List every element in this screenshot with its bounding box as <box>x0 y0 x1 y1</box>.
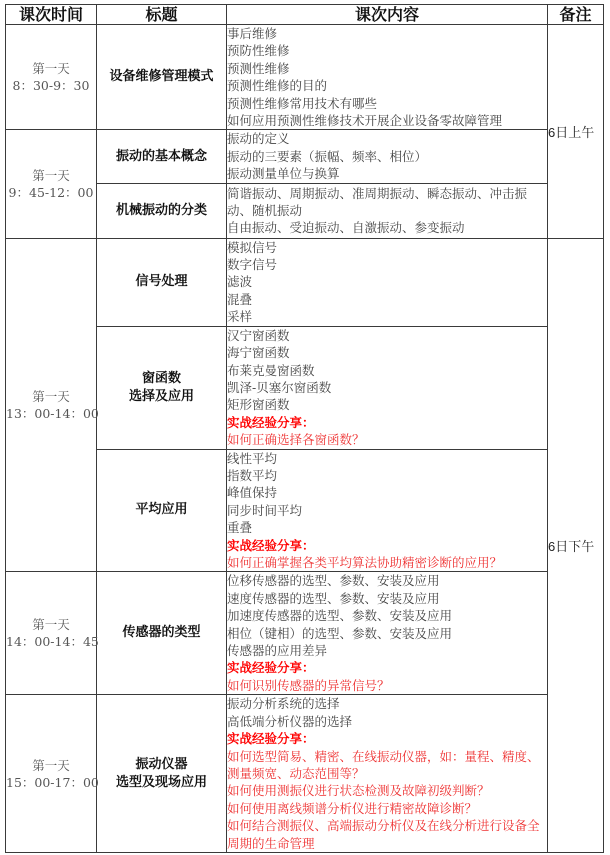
note-afternoon: 6日下午 <box>548 238 604 852</box>
content-item: 指数平均 <box>227 467 278 483</box>
content-item: 凯泽-贝塞尔窗函数 <box>227 379 332 395</box>
content-item: 自由振动、受迫振动、自激振动、参变振动 <box>227 220 465 236</box>
topic-title-text: 机械振动的分类 <box>115 202 207 218</box>
topic-content <box>227 130 548 183</box>
header-time: 课次时间 <box>6 5 97 25</box>
experience-question: 如何识别传感器的异常信号？ <box>227 677 390 693</box>
experience-question: 如何结合测振仪、高端振动分析仪及在线分析进行设备全周期的生命管理 <box>227 818 540 851</box>
session-day: 第一天 <box>32 757 70 773</box>
session-time <box>6 25 97 130</box>
content-item: 事后维修 <box>227 26 278 41</box>
session-time-range: 13：00-14：00 <box>6 406 99 422</box>
content-item: 如何应用预测性维修技术开展企业设备零故障管理 <box>227 113 503 129</box>
session-time-range: 14：00-14：45 <box>6 634 99 650</box>
content-item: 矩形窗函数 <box>227 397 290 413</box>
content-item: 位移传感器的选型、参数、安装及应用 <box>227 573 440 589</box>
session-time <box>6 130 97 238</box>
topic-title <box>97 326 227 449</box>
content-item: 同步时间平均 <box>227 502 303 518</box>
session-row <box>6 25 604 130</box>
content-item: 峰值保持 <box>227 485 278 501</box>
session-day: 第一天 <box>32 617 70 633</box>
session-row <box>6 695 604 853</box>
content-item: 高低端分析仪器的选择 <box>227 713 353 729</box>
content-item: 振动测量单位与换算 <box>227 166 340 182</box>
topic-content <box>227 449 548 572</box>
content-item: 预测性维修的目的 <box>227 78 328 94</box>
session-day: 第一天 <box>32 389 70 405</box>
session-time-range: 8：30-9：30 <box>12 78 90 94</box>
session-time <box>6 572 97 695</box>
session-time-range: 15：00-17：00 <box>6 774 99 790</box>
content-item: 振动分析系统的选择 <box>227 696 340 712</box>
topic-title-text: 信号处理 <box>135 274 188 290</box>
topic-title <box>97 695 227 853</box>
content-item: 速度传感器的选型、参数、安装及应用 <box>227 590 440 606</box>
content-item: 传感器的应用差异 <box>227 643 328 659</box>
content-item: 数字信号 <box>227 257 278 273</box>
content-item: 线性平均 <box>227 450 278 466</box>
experience-question: 如何使用离线频谱分析仪进行精密故障诊断？ <box>227 800 478 816</box>
topic-title-text: 振动的基本概念 <box>115 148 207 164</box>
content-item: 模拟信号 <box>227 239 278 255</box>
course-schedule-table <box>5 4 604 853</box>
content-item: 混叠 <box>227 291 253 307</box>
topic-title <box>97 572 227 695</box>
topic-content <box>227 326 548 449</box>
header-note: 备注 <box>548 5 604 25</box>
session-day: 第一天 <box>32 168 70 184</box>
content-item: 布莱克曼窗函数 <box>227 362 315 378</box>
topic-title-text: 设备维修管理模式 <box>109 69 214 85</box>
topic-title-text: 选择及应用 <box>128 388 194 404</box>
experience-question: 如何正确掌握各类平均算法协助精密诊断的应用？ <box>227 554 503 570</box>
topic-content <box>227 238 548 326</box>
content-item: 预测性维修 <box>227 60 290 76</box>
header-title: 标题 <box>97 5 227 25</box>
content-item: 振动的定义 <box>227 131 290 147</box>
session-row <box>6 238 604 326</box>
header-row <box>6 5 604 25</box>
topic-title <box>97 238 227 326</box>
topic-title-text: 选型及现场应用 <box>115 774 207 790</box>
content-item: 预防性维修 <box>227 43 290 59</box>
topic-title <box>97 183 227 238</box>
topic-content <box>227 25 548 130</box>
session-row <box>6 130 604 183</box>
session-day: 第一天 <box>32 61 70 77</box>
content-item: 海宁窗函数 <box>227 345 290 361</box>
topic-content <box>227 572 548 695</box>
note-morning: 6日上午 <box>548 25 604 239</box>
content-item: 采样 <box>227 309 253 325</box>
topic-content <box>227 183 548 238</box>
topic-title <box>97 130 227 183</box>
experience-heading: 实战经验分享： <box>227 660 315 676</box>
header-content: 课次内容 <box>227 5 548 25</box>
topic-title-text: 平均应用 <box>135 502 188 518</box>
content-item: 预测性维修常用技术有哪些 <box>227 95 378 111</box>
topic-title <box>97 449 227 572</box>
session-time-range: 9：45-12：00 <box>8 185 94 201</box>
experience-heading: 实战经验分享： <box>227 414 315 430</box>
content-item: 简谐振动、周期振动、准周期振动、瞬态振动、冲击振动、随机振动 <box>227 185 528 218</box>
experience-heading: 实战经验分享： <box>227 537 315 553</box>
experience-heading: 实战经验分享： <box>227 731 315 747</box>
session-time <box>6 238 97 572</box>
topic-title-text: 传感器的类型 <box>122 625 201 641</box>
session-row <box>6 572 604 695</box>
session-time <box>6 695 97 853</box>
content-item: 汉宁窗函数 <box>227 327 290 343</box>
topic-title <box>97 25 227 130</box>
experience-question: 如何使用测振仪进行状态检测及故障初级判断？ <box>227 783 490 799</box>
topic-content <box>227 695 548 853</box>
content-item: 相位（键相）的选型、参数、安装及应用 <box>227 625 453 641</box>
topic-title-text: 窗函数 <box>141 370 181 386</box>
experience-question: 如何选型简易、精密、在线振动仪器，如：量程、精度、测量频宽、动态范围等？ <box>227 748 540 781</box>
content-item: 加速度传感器的选型、参数、安装及应用 <box>227 608 453 624</box>
content-item: 重叠 <box>227 520 253 536</box>
experience-question: 如何正确选择各窗函数？ <box>227 432 365 448</box>
topic-title-text: 振动仪器 <box>135 756 188 772</box>
content-item: 滤波 <box>227 274 253 290</box>
content-item: 振动的三要素（振幅、频率、相位） <box>227 148 428 164</box>
